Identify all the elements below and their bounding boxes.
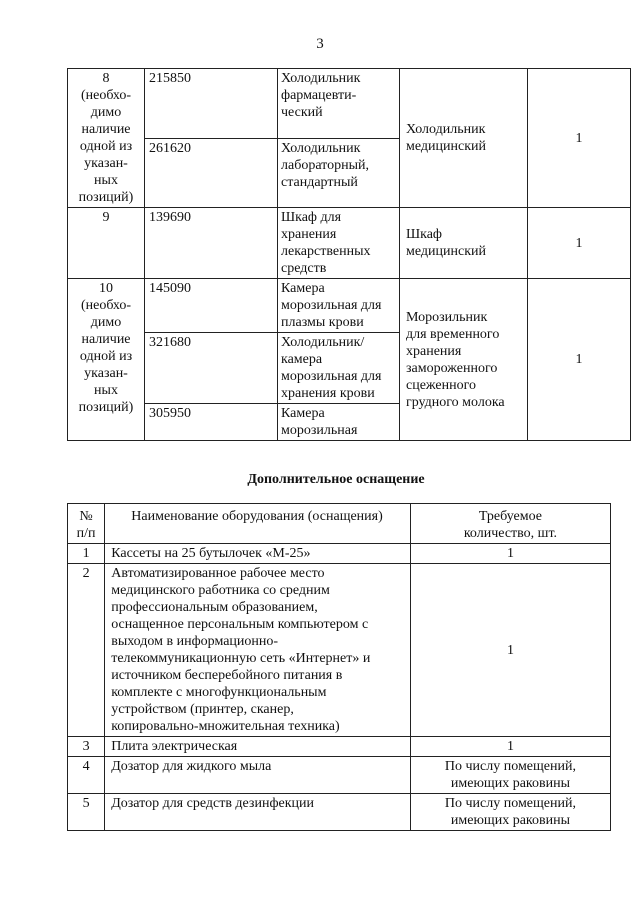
generic-name-line: грудного молока bbox=[406, 394, 505, 410]
page-number: 3 bbox=[316, 36, 324, 52]
equipment-name-line: фармацевти- bbox=[281, 88, 357, 103]
item-name-cell bbox=[105, 564, 411, 737]
position-number-line: (необхо- bbox=[80, 88, 132, 103]
table-row bbox=[68, 757, 611, 794]
item-name-line: телекоммуникационную сеть «Интернет» и bbox=[111, 651, 371, 666]
table-row bbox=[68, 737, 611, 757]
item-name-line: устройством (принтер, сканер, bbox=[111, 702, 294, 717]
nomenclature-code: 305950 bbox=[145, 404, 278, 441]
section-title: Дополнительное оснащение bbox=[247, 472, 425, 487]
position-number-line: указан- bbox=[84, 156, 128, 171]
item-name-line: выходом в информационно- bbox=[111, 634, 279, 649]
equipment-name-line: стандартный bbox=[281, 174, 358, 190]
required-qty-line: По числу помещений, bbox=[444, 796, 576, 811]
item-name-line: Автоматизированное рабочее место bbox=[111, 566, 325, 581]
header-required-qty bbox=[410, 504, 610, 544]
item-name-cell bbox=[105, 757, 411, 794]
position-number-line: димо bbox=[90, 105, 122, 120]
equipment-name-line: плазмы крови bbox=[281, 315, 364, 330]
equipment-name-line: хранения крови bbox=[281, 386, 375, 401]
equipment-name-line: морозильная bbox=[281, 423, 358, 438]
position-number-line: ных bbox=[94, 383, 118, 398]
header-number-line: п/п bbox=[76, 526, 96, 541]
position-number-line: позиций) bbox=[78, 400, 134, 415]
position-number-line: наличие bbox=[81, 332, 131, 347]
item-name-cell bbox=[105, 544, 411, 564]
required-qty-line: имеющих раковины bbox=[450, 813, 570, 828]
equipment-name-line: ческий bbox=[281, 105, 323, 120]
required-qty-line: имеющих раковины bbox=[450, 776, 570, 791]
item-name-line: Плита электрическая bbox=[111, 739, 238, 754]
nomenclature-code: 215850 bbox=[145, 69, 278, 139]
generic-name-line: медицинский bbox=[406, 244, 486, 259]
position-number-line: одной из bbox=[79, 139, 133, 154]
equipment-name-cell bbox=[278, 69, 400, 139]
quantity-cell: 1 bbox=[528, 279, 631, 441]
generic-name-cell bbox=[400, 279, 528, 441]
header-required-line: количество, шт. bbox=[463, 526, 558, 541]
item-name-line: копировально-множительная техника) bbox=[111, 719, 340, 734]
required-qty-cell bbox=[410, 737, 610, 757]
required-qty-line: 1 bbox=[506, 739, 514, 754]
required-qty-line: 1 bbox=[506, 546, 514, 561]
item-name-cell bbox=[105, 794, 411, 831]
position-number-line: позиций) bbox=[78, 190, 134, 205]
item-name-line: источником бесперебойного питания в bbox=[111, 668, 343, 683]
position-number-line: одной из bbox=[79, 349, 133, 364]
position-number-line: димо bbox=[90, 315, 122, 330]
row-number: 5 bbox=[68, 794, 105, 831]
equipment-name-line: хранения bbox=[281, 227, 337, 242]
nomenclature-code: 139690 bbox=[145, 208, 278, 279]
position-number-line: наличие bbox=[81, 122, 131, 137]
position-number-cell bbox=[68, 208, 145, 279]
generic-name-cell bbox=[400, 69, 528, 208]
item-name-line: медицинского работника со средним bbox=[111, 583, 330, 598]
equipment-table bbox=[67, 68, 631, 441]
position-number-line: 8 bbox=[102, 71, 110, 86]
equipment-name-line: средств bbox=[281, 261, 327, 276]
item-name-cell bbox=[105, 737, 411, 757]
required-qty-cell bbox=[410, 564, 610, 737]
required-qty-cell bbox=[410, 757, 610, 794]
equipment-name-line: лабораторный, bbox=[281, 157, 369, 173]
nomenclature-code: 261620 bbox=[145, 138, 278, 208]
item-name-line: Кассеты на 25 бутылочек «М-25» bbox=[111, 546, 311, 561]
row-number: 2 bbox=[68, 564, 105, 737]
generic-name-line: для временного bbox=[406, 326, 500, 342]
quantity-cell: 1 bbox=[528, 69, 631, 208]
table-row bbox=[68, 208, 631, 279]
equipment-name-cell bbox=[278, 208, 400, 279]
equipment-name-cell bbox=[278, 333, 400, 404]
equipment-name-line: Холодильник/ bbox=[281, 335, 365, 350]
item-name-line: Дозатор для средств дезинфекции bbox=[111, 796, 315, 811]
position-number-line: (необхо- bbox=[80, 298, 132, 313]
table-row bbox=[68, 794, 611, 831]
position-number-line: 9 bbox=[102, 210, 110, 225]
table-header-row bbox=[68, 504, 611, 544]
generic-name-cell bbox=[400, 208, 528, 279]
item-name-line: комплекте с многофункциональным bbox=[111, 685, 327, 700]
generic-name-line: медицинский bbox=[406, 139, 486, 154]
equipment-name-cell bbox=[278, 404, 400, 441]
equipment-name-line: Камера bbox=[281, 406, 325, 421]
equipment-name-line: Холодильник bbox=[281, 71, 361, 86]
equipment-name-line: Шкаф для bbox=[281, 210, 342, 225]
generic-name-line: Холодильник bbox=[406, 122, 486, 137]
equipment-name-line: лекарственных bbox=[281, 244, 371, 259]
table-row bbox=[68, 69, 631, 139]
generic-name-line: сцеженного bbox=[406, 377, 476, 393]
row-number: 1 bbox=[68, 544, 105, 564]
header-number-line: № bbox=[79, 509, 93, 524]
header-required-line: Требуемое bbox=[478, 509, 542, 524]
item-name-line: Дозатор для жидкого мыла bbox=[111, 759, 272, 774]
required-qty-cell bbox=[410, 794, 610, 831]
required-qty-line: 1 bbox=[506, 642, 514, 658]
position-number-cell bbox=[68, 69, 145, 208]
quantity-cell: 1 bbox=[528, 208, 631, 279]
additional-equipment-table bbox=[67, 503, 611, 831]
required-qty-line: По числу помещений, bbox=[444, 759, 576, 774]
equipment-name-line: Камера bbox=[281, 281, 325, 296]
required-qty-cell bbox=[410, 544, 610, 564]
equipment-name-cell bbox=[278, 138, 400, 208]
table-row bbox=[68, 279, 631, 333]
table-row bbox=[68, 544, 611, 564]
position-number-cell bbox=[68, 279, 145, 441]
generic-name-line: Шкаф bbox=[406, 227, 442, 242]
equipment-name-line: морозильная для bbox=[281, 298, 382, 313]
item-name-line: оснащенное персональным компьютером с bbox=[111, 617, 369, 632]
equipment-name-line: морозильная для bbox=[281, 369, 382, 384]
header-item-name: Наименование оборудования (оснащения) bbox=[105, 504, 411, 544]
position-number-line: ных bbox=[94, 173, 118, 188]
nomenclature-code: 145090 bbox=[145, 279, 278, 333]
table-row bbox=[68, 564, 611, 737]
row-number: 3 bbox=[68, 737, 105, 757]
generic-name-line: хранения bbox=[406, 343, 462, 359]
equipment-name-line: камера bbox=[281, 352, 323, 367]
position-number-line: 10 bbox=[99, 281, 113, 296]
equipment-name-line: Холодильник bbox=[281, 140, 361, 156]
generic-name-line: замороженного bbox=[406, 360, 498, 376]
header-number bbox=[68, 504, 105, 544]
equipment-name-cell bbox=[278, 279, 400, 333]
row-number: 4 bbox=[68, 757, 105, 794]
nomenclature-code: 321680 bbox=[145, 333, 278, 404]
position-number-line: указан- bbox=[84, 366, 128, 381]
generic-name-line: Морозильник bbox=[406, 309, 488, 325]
item-name-line: профессиональным образованием, bbox=[111, 600, 318, 615]
